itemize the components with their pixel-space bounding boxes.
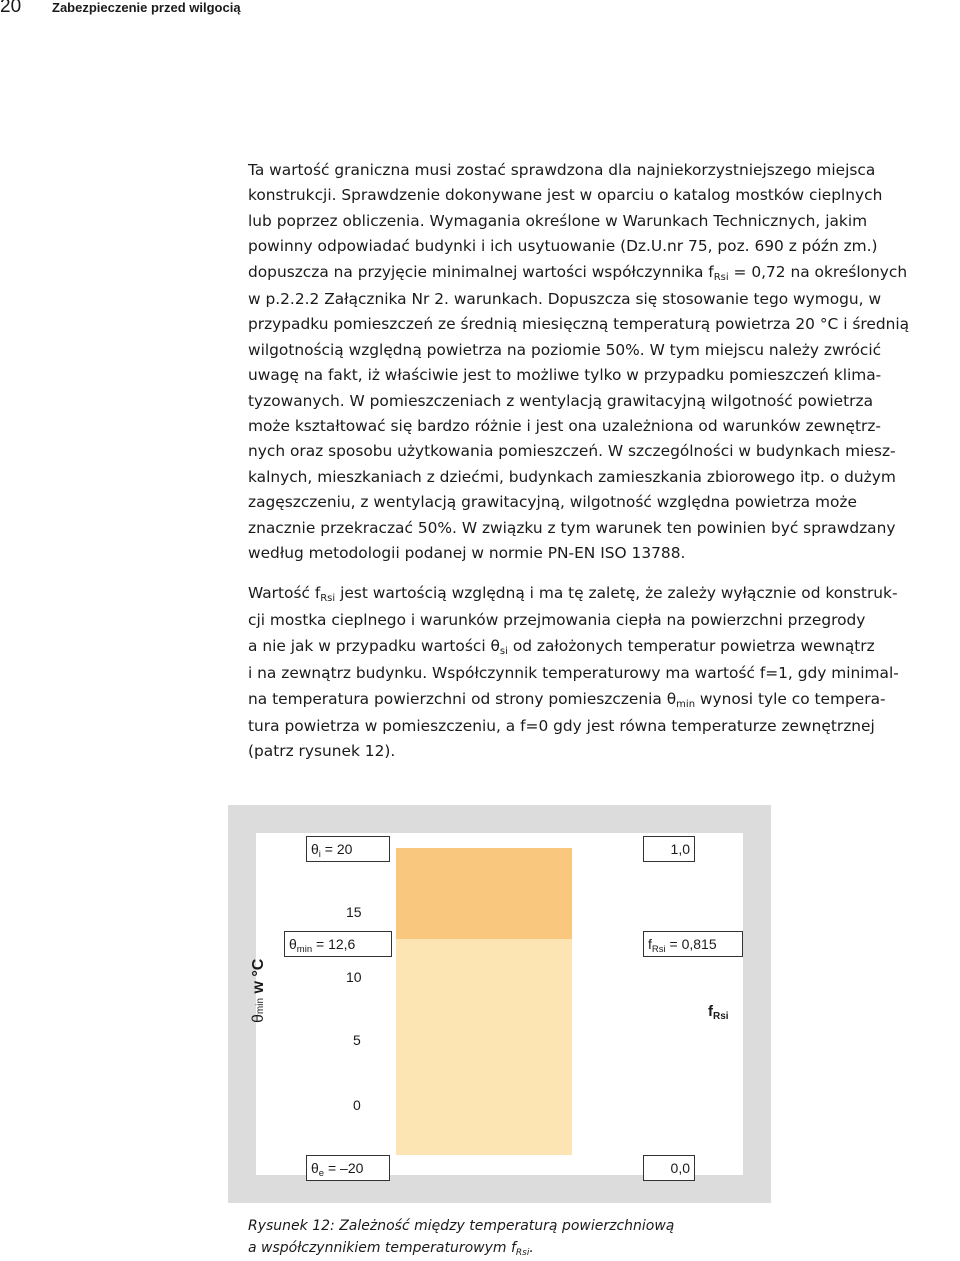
text-line: powinny odpowiadać budynki i ich usytuowanie (Dz.U.nr 75, poz. 690 z późn zm.) <box>248 237 878 256</box>
text-line: tura powietrza w pomieszczeniu, a f=0 gdy jest równa temperaturze zewnętrznej <box>248 717 875 736</box>
text-line: przypadku pomieszczeń ze średnią miesięczną temperaturą powietrza 20 °C i średnią <box>248 315 910 334</box>
text-fragment: wynosi tyle co tempera- <box>695 689 886 708</box>
page-number: 20 <box>0 0 22 17</box>
figure-plot-area <box>250 833 743 1179</box>
f-rsi-value-box: $f_{Rsi} = 0,815$ <box>643 931 743 957</box>
text-line: i na zewnątrz budynku. Współczynnik temperaturowy ma wartość f=1, gdy minimal- <box>248 664 899 683</box>
running-header <box>0 0 960 26</box>
text-line <box>248 581 958 608</box>
subscript: si <box>499 645 508 657</box>
upper-temperature-band <box>396 848 572 939</box>
section-title: Zabezpieczenie przed wilgocią <box>52 0 241 15</box>
text-line <box>248 687 958 714</box>
y-tick-label: 5 <box>353 1032 361 1048</box>
text-line: nych oraz sposobu użytkowania pomieszczeń. W szczególności w budynkach miesz- <box>248 442 896 461</box>
paragraph-2 <box>248 581 958 765</box>
f-top-box: 1,0 <box>643 836 695 862</box>
theta-i-box: $\theta_i = 20$ <box>306 836 390 862</box>
text-line: znacznie przekraczać 50%. W związku z tym warunek ten powinien być sprawdzany <box>248 518 896 537</box>
text-line-with-subscript <box>248 260 958 287</box>
text-fragment: Wartość f <box>248 584 321 602</box>
subscript: min <box>676 698 696 710</box>
f-rsi-axis-label: $f_{Rsi}$ <box>708 1003 729 1022</box>
y-tick-label: 10 <box>346 969 362 985</box>
f-bottom-box: 0,0 <box>643 1155 695 1181</box>
theta-min-box: $\theta_{min} = 12,6$ <box>284 931 392 957</box>
text-line: w p.2.2.2 Załącznika Nr 2. warunkach. Dopuszcza się stosowanie tego wymogu, w <box>248 290 882 309</box>
figure-12 <box>228 805 771 1203</box>
text-fragment: na temperatura powierzchni od strony pomieszczenia θ <box>248 689 677 708</box>
text-line: według metodologii podanej w normie PN-EN ISO 13788. <box>248 544 686 563</box>
text-fragment: = 0,72 na określonych <box>728 262 908 281</box>
text-line: cji mostka cieplnego i warunków przejmowania ciepła na powierzchni przegrody <box>248 611 866 630</box>
text-fragment: dopuszcza na przyjęcie minimalnej wartości współczynnika f <box>248 262 714 281</box>
paragraph-1 <box>248 158 958 567</box>
text-line: lub poprzez obliczenia. Wymagania określone w Warunkach Technicznych, jakim <box>248 211 868 230</box>
y-axis-label: θmin w °C <box>250 958 267 1023</box>
text-fragment: od założonych temperatur powietrza wewnątrz <box>507 636 875 655</box>
text-fragment: a nie jak w przypadku wartości θ <box>248 636 500 655</box>
text-fragment: jest wartością względną i ma tę zaletę, że zależy wyłącznie od konstruk- <box>335 584 898 602</box>
text-line: konstrukcji. Sprawdzenie dokonywane jest w oparciu o katalog mostków cieplnych <box>248 186 883 205</box>
text-line: (patrz rysunek 12). <box>248 742 396 761</box>
text-line: wilgotnością względną powietrza na poziomie 50%. W tym miejscu należy zwrócić <box>248 340 882 359</box>
theta-e-box: $\theta_e = -20$ <box>306 1155 390 1181</box>
subscript: Rsi <box>320 593 336 604</box>
lower-temperature-band <box>396 939 572 1155</box>
y-tick-label: 15 <box>346 904 362 920</box>
text-line: uwagę na fakt, iż właściwie jest to możliwe tylko w przypadku pomieszczeń klima- <box>248 366 882 385</box>
subscript: Rsi <box>713 271 729 283</box>
text-line: tyzowanych. W pomieszczeniach z wentylacją grawitacyjną wilgotność powietrza <box>248 391 873 410</box>
caption-line: Rysunek 12: Zależność między temperaturą powierzchniową <box>248 1218 675 1234</box>
text-line: kalnych, mieszkaniach z dziećmi, budynkach zamieszkania zbiorowego itp. o dużym <box>248 467 896 486</box>
figure-caption <box>248 1215 674 1261</box>
text-line: może kształtować się bardzo różnie i jest ona uzależniona od warunków zewnętrz- <box>248 417 881 436</box>
y-tick-label: 0 <box>353 1097 361 1113</box>
caption-line: a współczynnikiem temperaturowym $f_{Rsi}$. <box>248 1240 534 1258</box>
text-line: Ta wartość graniczna musi zostać sprawdzona dla najniekorzystniejszego miejsca <box>248 161 876 179</box>
text-line: zagęszczeniu, z wentylacją grawitacyjną, wilgotność względna powietrza może <box>248 493 857 512</box>
text-line <box>248 634 958 661</box>
